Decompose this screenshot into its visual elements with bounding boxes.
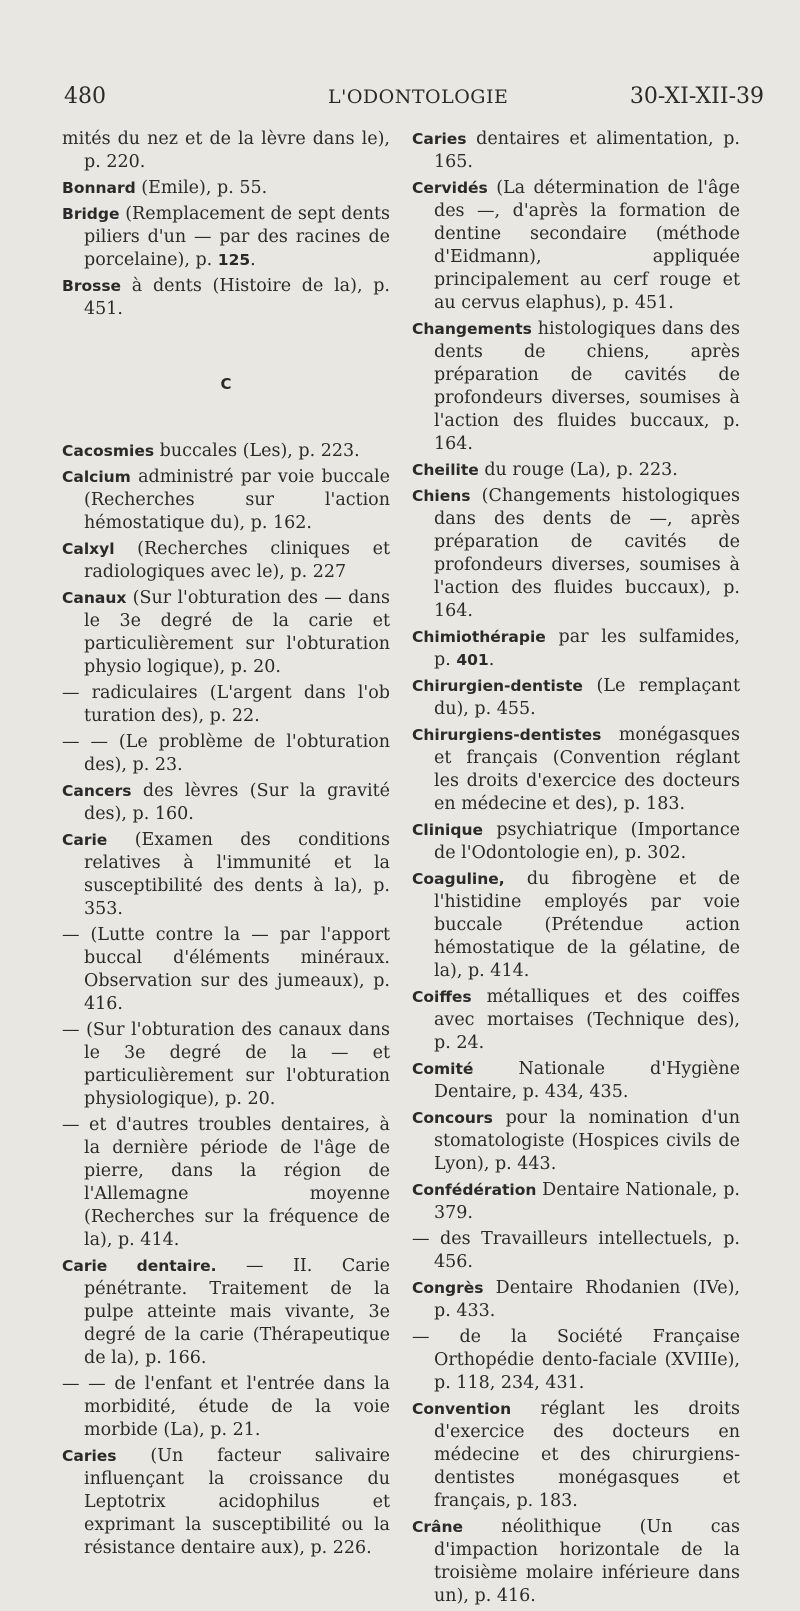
page-header: [64, 84, 764, 118]
section-letter: C: [220, 375, 232, 393]
index-entry: [412, 318, 740, 456]
entry-text: administré par voie buccale (Recherches sur l'action hémostatique du), p. 162.: [84, 467, 390, 533]
entry-keyword: Chimiothérapie: [412, 628, 546, 646]
index-entry: [62, 1114, 390, 1252]
entry-text: du fibrogène et de l'histidine employés par voie buccale (Prétendue action hémostatique de la gélatine, de la), p. 414.: [434, 869, 740, 981]
entry-keyword: Chirurgien-dentiste: [412, 677, 583, 695]
index-entry: [412, 1398, 740, 1513]
entry-keyword: Coiffes: [412, 988, 472, 1006]
entry-text: — des Travailleurs intellectuels, p. 456.: [412, 1229, 740, 1272]
entry-keyword: Bridge: [62, 205, 120, 223]
entry-text: — (Sur l'obturation des canaux dans le 3e degré de la — et particulièrement sur l'obturation physiologique), p. 20.: [62, 1020, 390, 1109]
index-entry: [412, 868, 740, 983]
entry-keyword: Chiens: [412, 487, 471, 505]
entry-text: à dents (Histoire de la), p. 451.: [84, 276, 390, 319]
entry-text: métalliques et des coiffes avec mortaises (Technique des), p. 24.: [434, 987, 740, 1053]
index-entry: [62, 275, 390, 321]
index-entry: [62, 466, 390, 535]
entry-page-bold: 401: [456, 651, 489, 669]
index-entry: [412, 1516, 740, 1608]
entry-text: Dentaire Nationale, p. 379.: [434, 1180, 740, 1223]
entry-text: (Changements histologiques dans des dents de —, après préparation de cavités de profondeurs diverses, soumises à l'action des fluides buccaux), p. 164.: [434, 486, 740, 621]
entry-text: — (Lutte contre la — par l'apport buccal d'éléments minéraux. Observation sur des jumeaux), p. 416.: [62, 925, 390, 1014]
entry-keyword: Confédération: [412, 1181, 537, 1199]
entry-keyword: Congrès: [412, 1279, 484, 1297]
entry-keyword: Coaguline,: [412, 870, 505, 888]
index-entry: [412, 1058, 740, 1104]
entry-keyword: Caries: [62, 1447, 117, 1465]
entry-text: psychiatrique (Importance de l'Odontologie en), p. 302.: [434, 820, 740, 863]
entry-text: des lèvres (Sur la gravité des), p. 160.: [84, 781, 390, 824]
index-entry: [412, 128, 740, 174]
index-entry: [62, 1255, 390, 1370]
entry-keyword: Cervidés: [412, 179, 488, 197]
index-entry: [62, 1019, 390, 1111]
index-entry: [412, 819, 740, 865]
left-column: [62, 128, 390, 1563]
index-entry: [62, 682, 390, 728]
entry-keyword: Convention: [412, 1400, 512, 1418]
entry-keyword: Changements: [412, 320, 532, 338]
entry-keyword: Caries: [412, 130, 467, 148]
entry-keyword: Calcium: [62, 468, 131, 486]
entry-tail: .: [488, 650, 495, 670]
entry-text: — de la Société Française Orthopédie dento-faciale (XVIIIe), p. 118, 234, 431.: [412, 1327, 740, 1393]
entry-keyword: Cacosmies: [62, 442, 155, 460]
entry-keyword: Carie dentaire.: [62, 1257, 217, 1275]
entry-text: — radiculaires (L'argent dans l'ob turation des), p. 22.: [62, 683, 390, 726]
index-entry: [412, 724, 740, 816]
index-entry: [62, 1445, 390, 1560]
index-entry: [412, 986, 740, 1055]
entry-text: (Le remplaçant du), p. 455.: [434, 676, 740, 719]
entry-tail: .: [250, 250, 256, 270]
index-entry: [412, 1277, 740, 1323]
entry-text: (Un facteur salivaire influençant la croissance du Leptotrix acidophilus et exprimant la susceptibilité ou la résistance dentaire aux), p. 226.: [84, 1446, 390, 1558]
entry-text: — et d'autres troubles dentaires, à la dernière période de l'âge de pierre, dans la région de l'Allemagne moyenne (Recherches sur la fréquence de la), p. 414.: [62, 1115, 390, 1250]
entry-keyword: Brosse: [62, 277, 122, 295]
entry-keyword: Clinique: [412, 821, 483, 839]
right-column: [412, 128, 740, 1611]
entry-keyword: Carie: [62, 831, 108, 849]
index-entry: [62, 203, 390, 272]
index-entry: [412, 1107, 740, 1176]
page-number: 480: [64, 84, 106, 109]
entry-text: (Examen des conditions relatives à l'immunité et la susceptibilité des dents à la), p. 353.: [84, 830, 390, 919]
entry-text: du rouge (La), p. 223.: [478, 460, 678, 480]
entry-text: pour la nomination d'un stomatologiste (Hospices civils de Lyon), p. 443.: [434, 1108, 740, 1174]
entry-keyword: Crâne: [412, 1518, 464, 1536]
index-entry: [412, 626, 740, 672]
index-entry: [412, 1326, 740, 1395]
entry-text: réglant les droits d'exercice des docteurs en médecine et des chirurgiens-dentistes monégasques et français, p. 183.: [434, 1399, 740, 1511]
index-entry: [412, 177, 740, 315]
entry-page-bold: 125: [217, 251, 251, 269]
entry-keyword: Concours: [412, 1109, 493, 1127]
index-entry: [62, 731, 390, 777]
index-entry: [62, 587, 390, 679]
entry-text: par les sulfamides, p.: [434, 627, 740, 670]
entry-text: (Recherches cliniques et radiologiques avec le), p. 227: [84, 539, 390, 582]
index-entry: [62, 924, 390, 1016]
entry-text: (Sur l'obturation des — dans le 3e degré de la carie et particulièrement sur l'obturation physio logique), p. 20.: [84, 588, 390, 677]
index-entry: [412, 1179, 740, 1225]
issue-date: 30-XI-XII-39: [629, 84, 764, 109]
entry-text: — — (Le problème de l'obturation des), p. 23.: [62, 732, 390, 775]
entry-keyword: Cancers: [62, 782, 132, 800]
entry-keyword: Cheilite: [412, 461, 479, 479]
index-entry: [412, 675, 740, 721]
entry-text: (La détermination de l'âge des —, d'après la formation de dentine secondaire (méthode d'Eidmann), appliquée principalement au cerf rouge et au cervus elaphus), p. 451.: [434, 178, 740, 313]
index-entry: [62, 538, 390, 584]
entry-text: — — de l'enfant et l'entrée dans la morbidité, étude de la voie morbide (La), p. 21.: [62, 1374, 390, 1440]
entry-text: néolithique (Un cas d'impaction horizontale de la troisième molaire inférieure dans un), p. 416.: [434, 1517, 740, 1606]
entry-keyword: Calxyl: [62, 540, 115, 558]
entry-text: mités du nez et de la lèvre dans le), p. 220.: [62, 129, 390, 172]
index-entry: [62, 440, 390, 463]
entry-text: histologiques dans des dents de chiens, après préparation de cavités de profondeurs diverses, soumises à l'action des fluides buccaux, p. 164.: [434, 319, 740, 454]
index-entry: [62, 177, 390, 200]
entry-keyword: Chirurgiens-dentistes: [412, 726, 602, 744]
index-entry: [412, 1228, 740, 1274]
journal-title: L'ODONTOLOGIE: [328, 86, 509, 108]
index-entry: [62, 780, 390, 826]
index-entry: [62, 1373, 390, 1442]
entry-text: monégasques et français (Convention réglant les droits d'exercice des docteurs en médecine et des), p. 183.: [434, 725, 740, 814]
index-entry: [412, 459, 740, 482]
entry-keyword: Bonnard: [62, 179, 136, 197]
entry-text: Dentaire Rhodanien (IVe), p. 433.: [434, 1278, 740, 1321]
entry-text: dentaires et alimentation, p. 165.: [434, 129, 740, 172]
index-entry: [412, 485, 740, 623]
index-entry: [62, 128, 390, 174]
entry-text: (Remplacement de sept dents piliers d'un — par des racines de porcelaine), p.: [84, 204, 390, 270]
entry-text: (Emile), p. 55.: [135, 178, 268, 198]
entry-text: — II. Carie pénétrante. Traitement de la pulpe atteinte mais vivante, 3e degré de la carie (Thérapeutique de la), p. 166.: [84, 1256, 390, 1368]
index-entry: [62, 829, 390, 921]
entry-text: Nationale d'Hygiène Dentaire, p. 434, 435.: [434, 1059, 740, 1102]
entry-text: buccales (Les), p. 223.: [154, 441, 360, 461]
entry-keyword: Comité: [412, 1060, 474, 1078]
entry-keyword: Canaux: [62, 589, 127, 607]
